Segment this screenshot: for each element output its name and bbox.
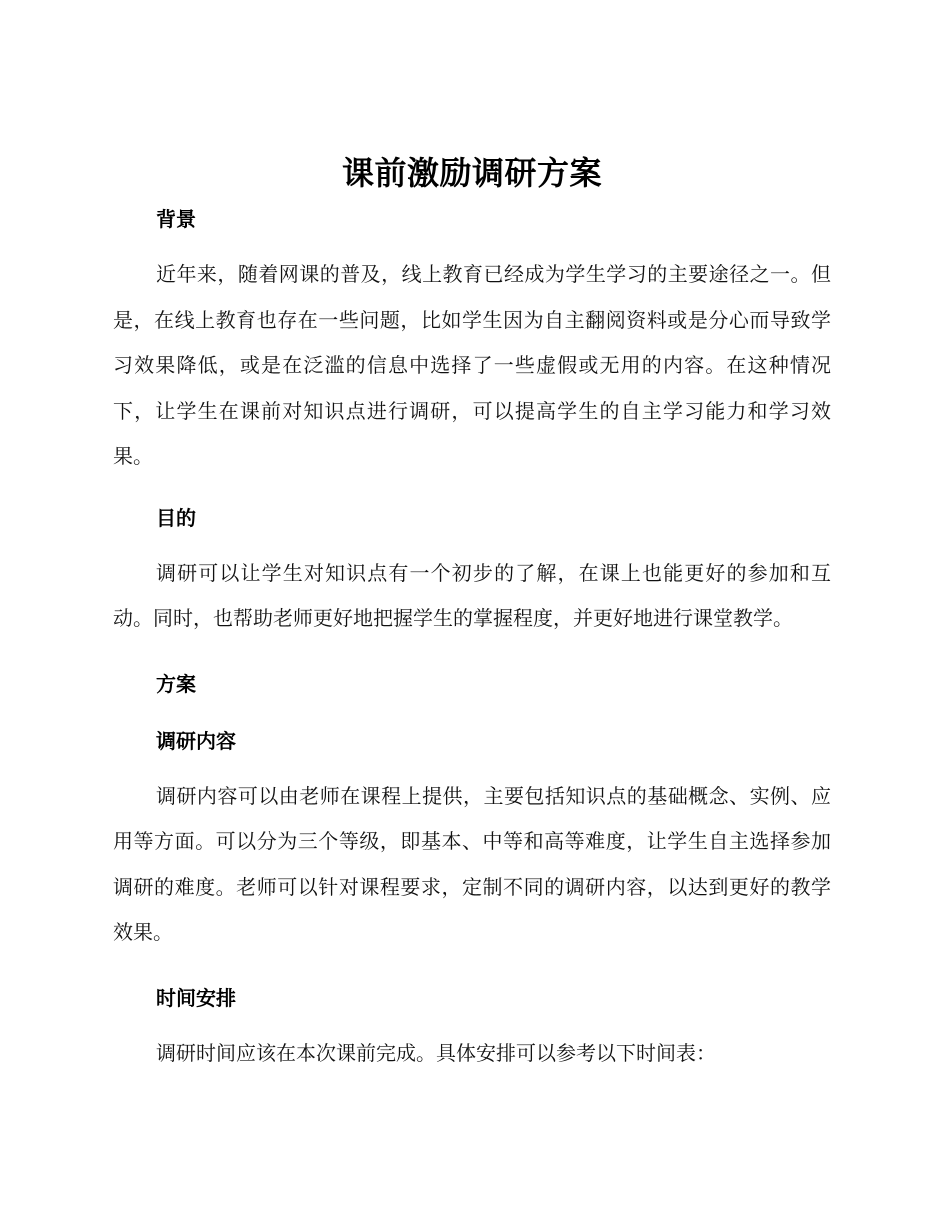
heading-research-content: 调研内容 (156, 728, 236, 753)
document-body (113, 150, 831, 1076)
document-title: 课前激励调研方案 (341, 154, 602, 192)
paragraph-research-content: 调研内容可以由老师在课程上提供，主要包括知识点的基础概念、实例、应用等方面。可以分为三个等级，即基本、中等和高等难度，让学生自主选择参加调研的难度。老师可以针对课程要求，定制不同的调研内容，以达到更好的教学效果。 (113, 783, 831, 944)
heading-goal: 目的 (156, 505, 196, 530)
heading-schedule: 时间安排 (156, 985, 236, 1010)
paragraph-schedule: 调研时间应该在本次课前完成。具体安排可以参考以下时间表： (156, 1040, 716, 1065)
paragraph-goal: 调研可以让学生对知识点有一个初步的了解，在课上也能更好的参加和互动。同时，也帮助老师更好地把握学生的掌握程度，并更好地进行课堂教学。 (113, 560, 831, 630)
heading-plan: 方案 (156, 671, 196, 696)
heading-background: 背景 (156, 207, 196, 231)
paragraph-background: 近年来，随着网课的普及，线上教育已经成为学生学习的主要途径之一。但是，在线上教育也存在一些问题，比如学生因为自主翻阅资料或是分心而导致学习效果降低，或是在泛滥的信息中选择了一些虚假或无用的内容。在这种情况下，让学生在课前对知识点进行调研，可以提高学生的自主学习能力和学习效果。 (113, 262, 831, 468)
